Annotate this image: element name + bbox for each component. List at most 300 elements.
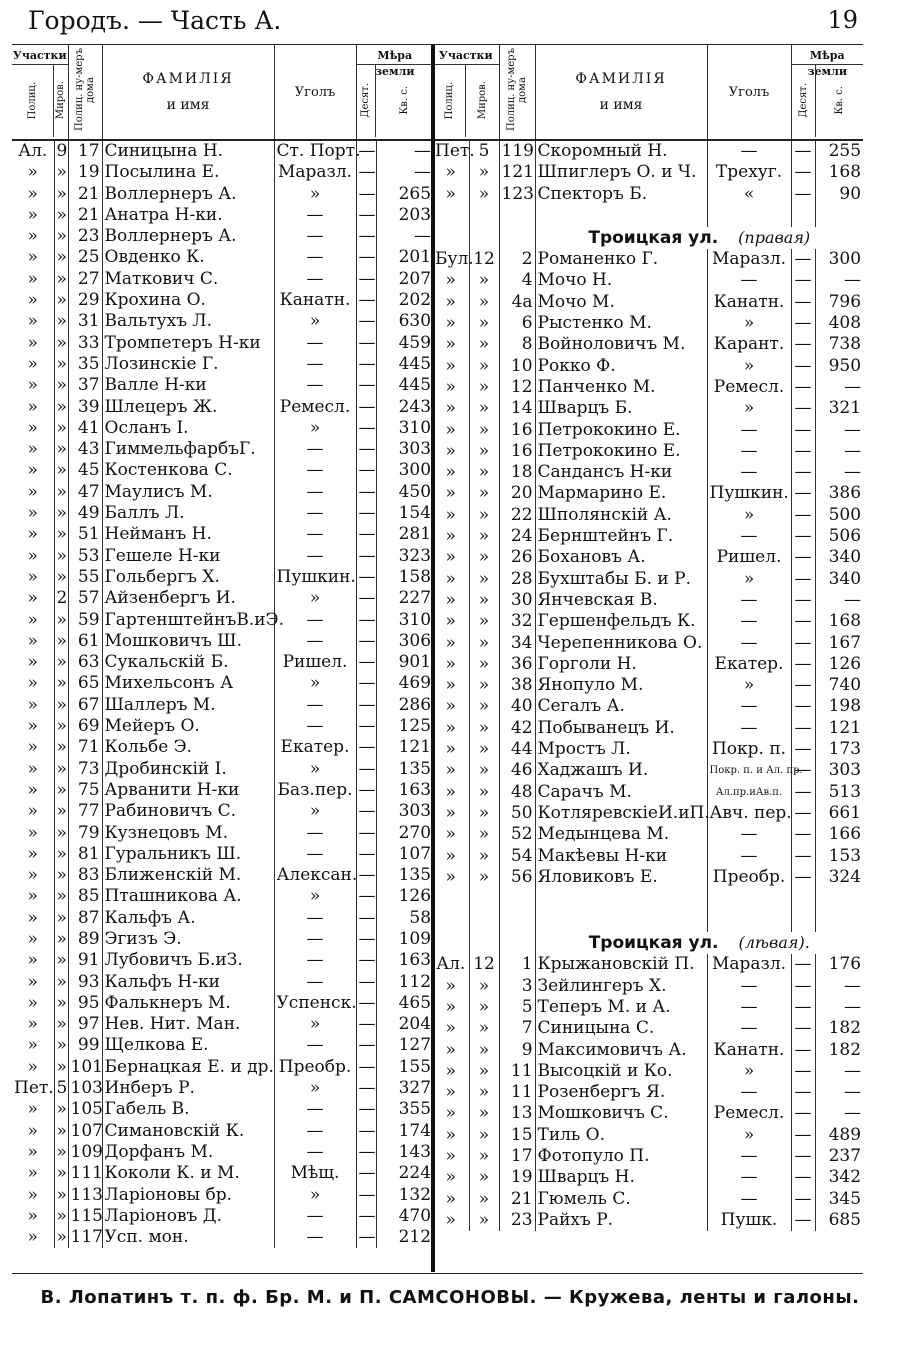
house-number-cell: 28 — [499, 569, 535, 590]
kv-cell: 465 — [376, 993, 433, 1014]
empty-cell — [499, 888, 535, 910]
name-cell: Шварцъ Б. — [535, 398, 707, 419]
mirov-cell: » — [54, 1057, 68, 1078]
mirov-cell: » — [54, 631, 68, 652]
house-number-cell: 101 — [68, 1057, 102, 1078]
empty-cell — [469, 932, 499, 954]
name-cell: Розенбергъ Я. — [535, 1082, 707, 1103]
corner-cell: Ришел. — [274, 652, 356, 673]
name-cell: Инберъ Р. — [102, 1078, 274, 1099]
polits-cell: » — [445, 270, 456, 291]
table-row — [433, 782, 863, 803]
house-number-cell: 18 — [499, 462, 535, 483]
name-cell: Синицына С. — [535, 1018, 707, 1039]
house-number-cell: 13 — [499, 1103, 535, 1124]
house-number-cell: 17 — [499, 1146, 535, 1167]
mirov-cell: » — [469, 505, 499, 526]
house-number-cell: 33 — [68, 333, 102, 354]
house-number-cell: 51 — [68, 524, 102, 545]
table-row — [433, 162, 863, 183]
house-number-cell: 37 — [68, 375, 102, 396]
name-cell: Крыжановскій П. — [535, 954, 707, 975]
desyat-cell: — — [791, 997, 815, 1018]
corner-cell: — — [274, 439, 356, 460]
corner-cell: Авч. пер. — [707, 803, 791, 824]
house-number-cell: 41 — [68, 418, 102, 439]
name-cell: Симановскій К. — [102, 1121, 274, 1142]
mirov-cell: » — [469, 569, 499, 590]
mirov-cell: » — [469, 997, 499, 1018]
corner-cell: » — [274, 418, 356, 439]
desyat-cell: — — [356, 759, 376, 780]
polits-cell: » — [445, 526, 456, 547]
house-number-cell: 109 — [68, 1142, 102, 1163]
name-cell: Костенкова С. — [102, 460, 274, 481]
name-label-1: ФАМИЛІЯ — [142, 71, 234, 87]
desyat-cell: — — [356, 695, 376, 716]
table-row — [12, 460, 433, 481]
corner-cell: — — [274, 269, 356, 290]
corner-cell: Ремесл. — [707, 377, 791, 398]
house-header — [68, 45, 102, 140]
table-row — [12, 823, 433, 844]
name-cell: Войноловичъ М. — [535, 334, 707, 355]
desyat-cell: — — [791, 505, 815, 526]
polits-cell: » — [27, 928, 38, 949]
desyat-cell: — — [791, 162, 815, 183]
corner-cell: Канатн. — [274, 290, 356, 311]
desyat-cell: — — [356, 1163, 376, 1184]
polits-cell: » — [27, 375, 38, 396]
kv-cell: 270 — [376, 823, 433, 844]
desyat-cell: — — [791, 462, 815, 483]
desyat-cell: — — [356, 354, 376, 375]
polits-cell: » — [27, 268, 38, 289]
house-number-cell: 40 — [499, 696, 535, 717]
house-number-cell: 65 — [68, 673, 102, 694]
table-row — [433, 526, 863, 547]
table-row — [12, 610, 433, 631]
corner-cell: » — [707, 313, 791, 334]
corner-cell: — — [274, 205, 356, 226]
polits-cell: » — [27, 162, 38, 183]
table-row — [433, 140, 863, 162]
kv-cell: — — [376, 162, 433, 183]
house-number-cell: 87 — [68, 908, 102, 929]
table-row — [12, 631, 433, 652]
desyat-cell: — — [356, 972, 376, 993]
table-row — [12, 524, 433, 545]
desyat-cell: — — [791, 976, 815, 997]
kv-cell: 227 — [376, 588, 433, 609]
house-number-cell: 7 — [499, 1018, 535, 1039]
mirov-cell: » — [469, 718, 499, 739]
polits-cell: » — [445, 1209, 456, 1230]
desyat-cell: — — [791, 313, 815, 334]
corner-label-right: Уголъ — [728, 84, 770, 100]
desyat-cell: — — [791, 782, 815, 803]
house-number-cell: 5 — [499, 997, 535, 1018]
house-number-cell: 99 — [68, 1035, 102, 1056]
desyat-cell: — — [356, 673, 376, 694]
corner-cell: — — [707, 718, 791, 739]
name-cell: Щелкова Е. — [102, 1035, 274, 1056]
mirov-cell: » — [469, 1167, 499, 1188]
right-register — [433, 45, 863, 1231]
kv-cell: 445 — [376, 354, 433, 375]
name-cell: Мейеръ О. — [102, 716, 274, 737]
mirov-cell: » — [54, 269, 68, 290]
mera-header-right — [791, 45, 863, 140]
polits-cell: » — [445, 1082, 456, 1103]
table-row — [12, 269, 433, 290]
street-section-header — [433, 932, 863, 954]
house-number-cell: 16 — [499, 420, 535, 441]
spacer-row — [433, 910, 863, 932]
name-cell: Рабиновичъ С. — [102, 801, 274, 822]
empty-cell — [535, 910, 707, 932]
table-row — [433, 398, 863, 419]
polits-cell: » — [445, 1103, 456, 1124]
corner-cell: Ремесл. — [707, 1103, 791, 1124]
mirov-cell: » — [54, 737, 68, 758]
table-row — [433, 846, 863, 867]
polits-cell: Ал. — [436, 954, 466, 975]
table-row — [12, 567, 433, 588]
desyat-cell: — — [356, 524, 376, 545]
polits-cell: » — [27, 694, 38, 715]
kv-cell: 174 — [376, 1121, 433, 1142]
name-cell: Сандансъ Н-ки — [535, 462, 707, 483]
mirov-cell: » — [469, 270, 499, 291]
right-header-row — [433, 45, 863, 140]
street-name: Троицкая ул. — [588, 227, 719, 248]
house-number-cell: 31 — [68, 311, 102, 332]
table-row — [433, 505, 863, 526]
desyat-cell: — — [791, 441, 815, 462]
house-number-cell: 17 — [68, 140, 102, 162]
street-side: (лѣвая). — [738, 933, 810, 953]
name-cell: Ближенскій М. — [102, 865, 274, 886]
table-row — [433, 976, 863, 997]
mirov-cell: » — [469, 420, 499, 441]
polits-cell: » — [27, 566, 38, 587]
desyat-cell: — — [791, 739, 815, 760]
house-number-cell: 11 — [499, 1061, 535, 1082]
polits-cell: » — [27, 1141, 38, 1162]
table-row — [12, 844, 433, 865]
polits-cell: » — [445, 975, 456, 996]
house-number-cell: 97 — [68, 1014, 102, 1035]
kv-cell: 408 — [815, 313, 863, 334]
table-row — [12, 247, 433, 268]
house-number-cell: 19 — [68, 162, 102, 183]
mirov-cell: 12 — [469, 249, 499, 270]
desyat-cell: — — [356, 247, 376, 268]
polits-cell: » — [445, 355, 456, 376]
desyat-cell: — — [356, 1099, 376, 1120]
desyat-cell: — — [356, 375, 376, 396]
empty-cell — [499, 932, 535, 954]
corner-cell: » — [274, 1078, 356, 1099]
polits-cell: » — [27, 417, 38, 438]
empty-cell — [499, 910, 535, 932]
name-cell: КотляревскіеИ.иП. — [535, 803, 707, 824]
desyat-cell: — — [356, 780, 376, 801]
mirov-cell: » — [54, 1163, 68, 1184]
corner-cell: » — [274, 673, 356, 694]
kv-cell: — — [376, 140, 433, 162]
house-number-cell: 67 — [68, 695, 102, 716]
house-number-cell: 26 — [499, 547, 535, 568]
kv-cell: 489 — [815, 1125, 863, 1146]
kv-cell: 168 — [815, 611, 863, 632]
empty-cell — [535, 888, 707, 910]
kv-cell: 143 — [376, 1142, 433, 1163]
kv-cell: 255 — [815, 140, 863, 162]
polits-cell: » — [445, 845, 456, 866]
house-number-cell: 77 — [68, 801, 102, 822]
kv-cell: 126 — [376, 886, 433, 907]
mirov-cell: » — [54, 290, 68, 311]
kv-cell: 182 — [815, 1040, 863, 1061]
table-row — [433, 483, 863, 504]
mirov-cell: » — [469, 313, 499, 334]
table-row — [12, 1163, 433, 1184]
house-number-cell: 19 — [499, 1167, 535, 1188]
kv-cell: 306 — [376, 631, 433, 652]
name-cell: Мростъ Л. — [535, 739, 707, 760]
mirov-cell: » — [54, 759, 68, 780]
polits-cell: » — [445, 483, 456, 504]
name-cell: Петрококино Е. — [535, 420, 707, 441]
corner-cell: Маразл. — [707, 249, 791, 270]
table-row — [12, 972, 433, 993]
kv-cell: — — [815, 997, 863, 1018]
name-cell: Кузнецовъ М. — [102, 823, 274, 844]
mirov-cell: 9 — [54, 140, 68, 162]
house-number-cell: 59 — [68, 610, 102, 631]
corner-cell: » — [707, 1125, 791, 1146]
table-row — [12, 439, 433, 460]
empty-cell — [433, 932, 469, 954]
kv-cell: — — [815, 270, 863, 291]
kv-cell: 342 — [815, 1167, 863, 1188]
house-number-cell: 11 — [499, 1082, 535, 1103]
name-cell: Макѣевы Н-ки — [535, 846, 707, 867]
house-label: Полиц. ну-меръ дома — [74, 48, 97, 132]
corner-cell: — — [707, 462, 791, 483]
house-number-cell: 25 — [68, 247, 102, 268]
kv-cell: 340 — [815, 547, 863, 568]
corner-cell: — — [274, 354, 356, 375]
desyat-cell: — — [356, 162, 376, 183]
mirov-cell: » — [54, 503, 68, 524]
corner-cell: — — [274, 908, 356, 929]
mirov-cell: » — [54, 482, 68, 503]
desyat-cell: — — [356, 184, 376, 205]
house-number-cell: 95 — [68, 993, 102, 1014]
name-cell: ГартенштейнъВ.иЭ. — [102, 610, 274, 631]
kv-cell: 265 — [376, 184, 433, 205]
mirov-cell: » — [54, 823, 68, 844]
corner-cell: » — [274, 1185, 356, 1206]
polits-cell: » — [27, 801, 38, 822]
table-row — [12, 950, 433, 971]
corner-cell: — — [274, 972, 356, 993]
corner-cell: Успенск. — [274, 993, 356, 1014]
polits-cell: » — [445, 781, 456, 802]
name-cell: Шполянскій А. — [535, 505, 707, 526]
desyat-cell: — — [356, 1227, 376, 1248]
empty-cell — [791, 910, 815, 932]
name-cell: Скоромный Н. — [535, 140, 707, 162]
corner-cell: » — [274, 886, 356, 907]
kv-cell: 154 — [376, 503, 433, 524]
table-row — [433, 1210, 863, 1231]
kv-cell: 158 — [376, 567, 433, 588]
kv-cell: 310 — [376, 418, 433, 439]
kv-cell: — — [815, 590, 863, 611]
kv-cell: 198 — [815, 696, 863, 717]
polits-cell: » — [27, 992, 38, 1013]
name-cell: Мармарино Е. — [535, 483, 707, 504]
table-row — [12, 695, 433, 716]
corner-cell: — — [707, 420, 791, 441]
corner-cell: — — [707, 1189, 791, 1210]
name-label-2-right: и имя — [599, 97, 643, 113]
desyat-cell: — — [356, 1057, 376, 1078]
desyat-cell: — — [356, 652, 376, 673]
table-row — [12, 1121, 433, 1142]
table-row — [433, 377, 863, 398]
name-cell: Лубовичъ Б.иЗ. — [102, 950, 274, 971]
house-number-cell: 27 — [68, 269, 102, 290]
polits-cell: » — [445, 760, 456, 781]
desyat-cell: — — [356, 886, 376, 907]
corner-cell: — — [274, 631, 356, 652]
name-cell: Посылина Е. — [102, 162, 274, 183]
corner-cell: — — [707, 846, 791, 867]
corner-cell: Покр. п. — [707, 739, 791, 760]
desyat-cell: — — [356, 226, 376, 247]
polits-cell: » — [27, 247, 38, 268]
house-number-cell: 23 — [499, 1210, 535, 1231]
desyat-cell: — — [356, 333, 376, 354]
polits-cell: » — [27, 204, 38, 225]
table-row — [433, 313, 863, 334]
name-cell: Маулисъ М. — [102, 482, 274, 503]
table-row — [12, 886, 433, 907]
kv-cell: — — [815, 1061, 863, 1082]
house-number-cell: 3 — [499, 976, 535, 997]
corner-cell: — — [274, 482, 356, 503]
kv-cell: — — [815, 462, 863, 483]
mirov-cell: » — [54, 354, 68, 375]
corner-cell: — — [274, 823, 356, 844]
house-number-cell: 30 — [499, 590, 535, 611]
left-body — [12, 140, 433, 1248]
house-number-cell: 47 — [68, 482, 102, 503]
polits-cell: » — [445, 696, 456, 717]
desyat-cell: — — [791, 718, 815, 739]
desyat-cell: — — [356, 865, 376, 886]
uchastki-header — [12, 45, 68, 140]
corner-cell: — — [274, 950, 356, 971]
kv-cell: — — [376, 226, 433, 247]
house-number-cell: 36 — [499, 654, 535, 675]
corner-cell: — — [707, 611, 791, 632]
kv-cell: 321 — [815, 398, 863, 419]
corner-cell: — — [707, 997, 791, 1018]
desyat-cell: — — [356, 311, 376, 332]
polits-cell: » — [27, 1184, 38, 1205]
name-cell: Мочо М. — [535, 292, 707, 313]
polits-cell: » — [27, 481, 38, 502]
polits-label-right: Полиц. — [443, 81, 455, 120]
polits-cell: » — [445, 547, 456, 568]
house-number-cell: 12 — [499, 377, 535, 398]
corner-cell: — — [707, 633, 791, 654]
desyat-cell: — — [791, 675, 815, 696]
name-cell: Синицына Н. — [102, 140, 274, 162]
table-row — [433, 547, 863, 568]
house-number-cell: 29 — [68, 290, 102, 311]
corner-cell: Преобр. — [707, 867, 791, 888]
mirov-cell: » — [54, 205, 68, 226]
desyat-cell: — — [356, 631, 376, 652]
table-row — [433, 1040, 863, 1061]
kv-cell: 281 — [376, 524, 433, 545]
polits-cell: » — [27, 524, 38, 545]
empty-cell — [815, 888, 863, 910]
polits-cell: » — [27, 311, 38, 332]
desyat-cell: — — [356, 567, 376, 588]
table-row — [433, 334, 863, 355]
kv-cell: 135 — [376, 865, 433, 886]
table-row — [433, 292, 863, 313]
kv-cell: 450 — [376, 482, 433, 503]
polits-cell: » — [27, 630, 38, 651]
polits-cell: » — [27, 545, 38, 566]
empty-cell — [791, 205, 815, 227]
desyat-cell: — — [356, 1014, 376, 1035]
corner-cell: Карант. — [707, 334, 791, 355]
polits-cell: » — [445, 632, 456, 653]
page-number: 19 — [827, 6, 858, 34]
polits-cell: » — [445, 440, 456, 461]
corner-cell: » — [274, 801, 356, 822]
spacer-row — [433, 205, 863, 227]
house-number-cell: 16 — [499, 441, 535, 462]
house-number-cell: 85 — [68, 886, 102, 907]
desyat-cell: — — [791, 760, 815, 781]
kv-cell: 459 — [376, 333, 433, 354]
desyat-cell: — — [791, 1189, 815, 1210]
kv-cell: 738 — [815, 334, 863, 355]
house-number-cell: 10 — [499, 356, 535, 377]
name-cell: ГиммельфарбъГ. — [102, 439, 274, 460]
uchastki-label-right: Участки — [433, 48, 499, 65]
table-row — [433, 270, 863, 291]
mirov-cell: 12 — [469, 954, 499, 975]
desyat-cell: — — [791, 633, 815, 654]
kv-cell: 300 — [815, 249, 863, 270]
house-number-cell: 6 — [499, 313, 535, 334]
street-title — [535, 932, 863, 954]
right-body — [433, 140, 863, 1231]
mirov-cell: » — [469, 675, 499, 696]
